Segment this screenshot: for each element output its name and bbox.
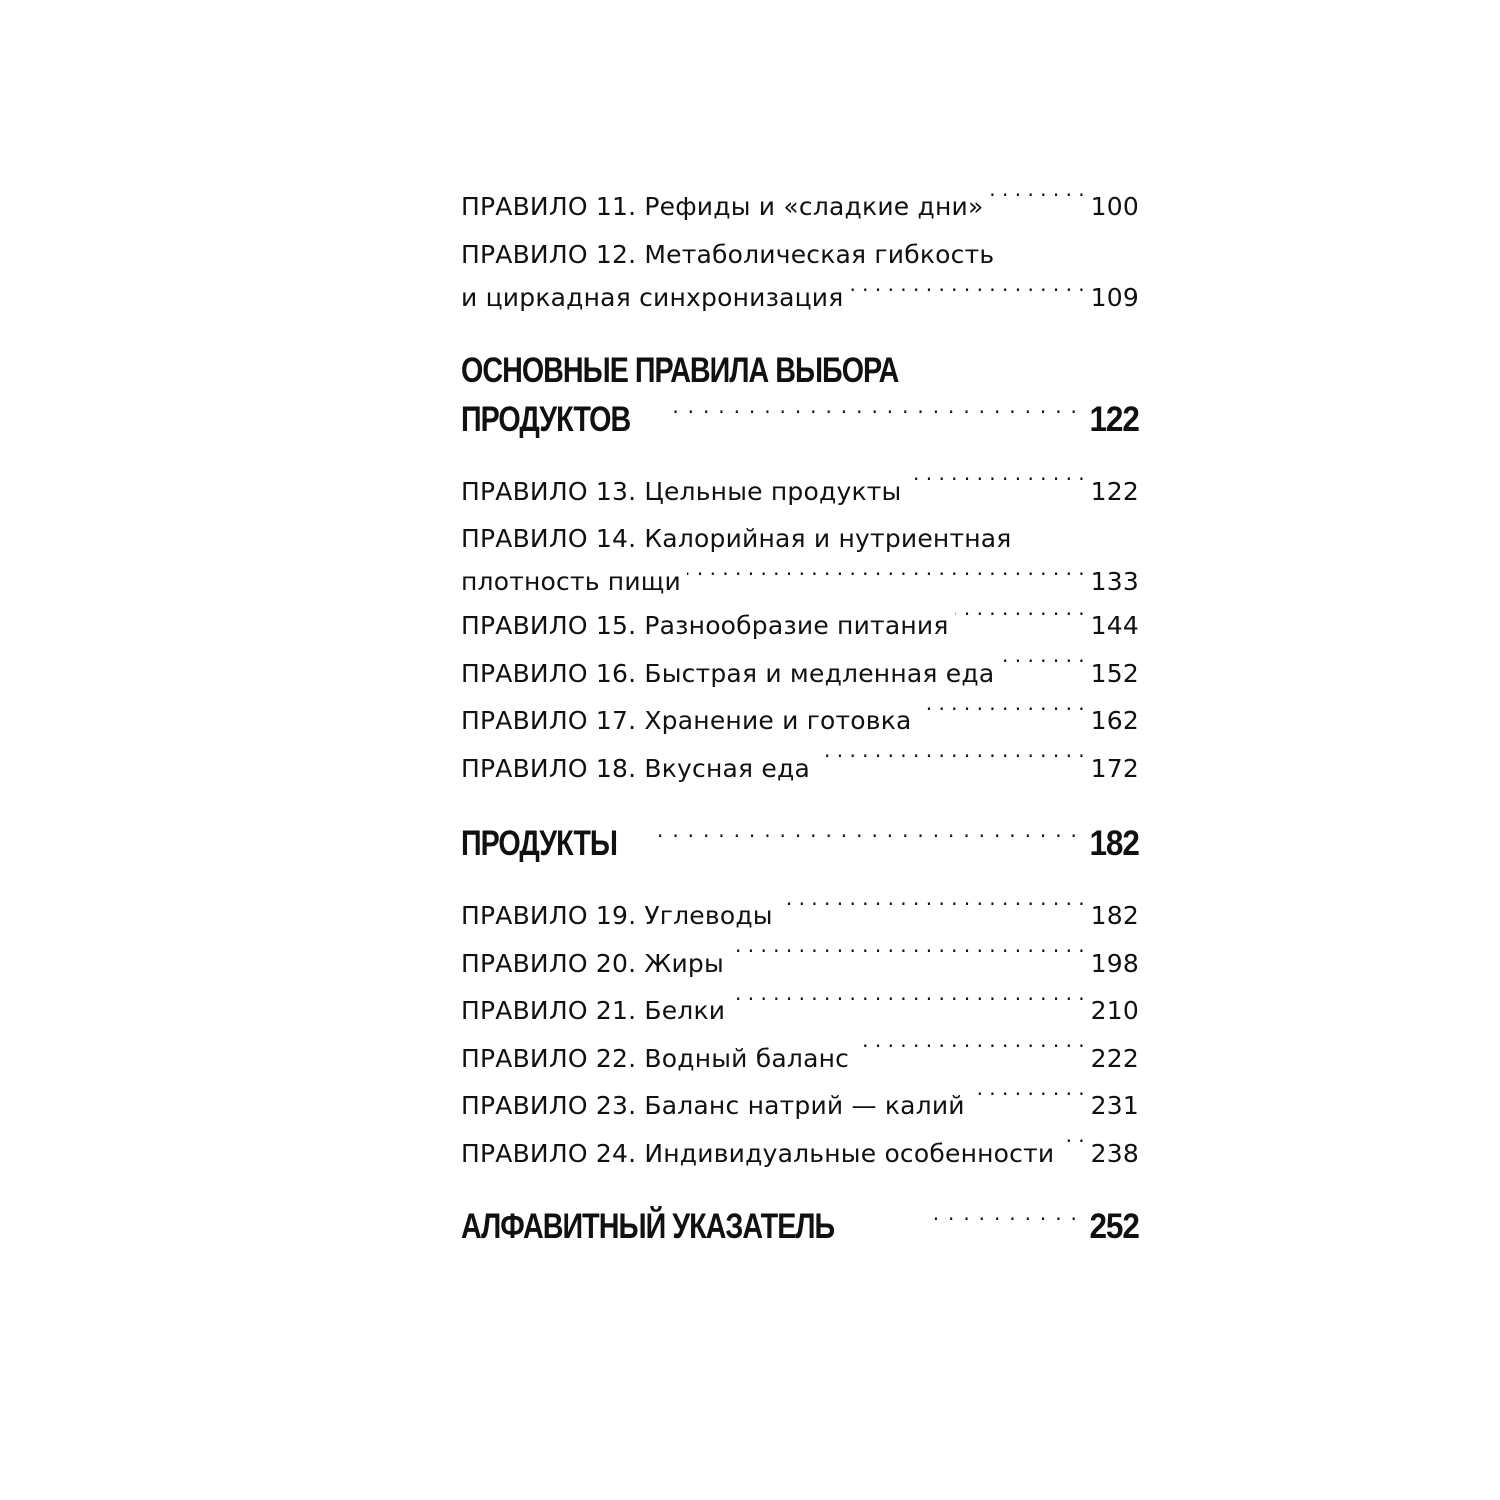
toc-entry-title: ПРАВИЛО 15. Разнообразие питания (461, 611, 949, 640)
dot-leader (657, 820, 1078, 855)
section-page-number: 252 (1089, 1207, 1139, 1246)
toc-entry-title-line2: и циркадная синхронизация (461, 282, 844, 312)
toc-page-number: 122 (1090, 476, 1139, 506)
toc-page-number: 210 (1090, 996, 1139, 1025)
toc-entry-title: ПРАВИЛО 18. Вкусная еда (461, 753, 810, 783)
toc-page-number: 144 (1090, 611, 1139, 640)
dot-leader (850, 281, 1085, 306)
toc-entry-rule-13[interactable] (461, 468, 1139, 516)
dot-leader (779, 899, 1085, 924)
toc-section-products[interactable] (461, 820, 1139, 866)
dot-leader (730, 947, 1085, 972)
toc-entry-title: ПРАВИЛО 11. Рефиды и «сладкие дни» (461, 192, 984, 221)
toc-section-index[interactable] (461, 1203, 1139, 1249)
toc-entry-rule-24[interactable] (461, 1130, 1139, 1178)
toc-page-number: 133 (1090, 567, 1139, 596)
toc-entry-title: ПРАВИЛО 16. Быстрая и медленная еда (461, 658, 995, 688)
dot-leader (673, 396, 1078, 431)
toc-page-number: 231 (1090, 1091, 1139, 1120)
toc-page-number: 162 (1090, 706, 1139, 735)
toc-page-number: 152 (1090, 658, 1139, 688)
toc-entry-title-line1: ПРАВИЛО 12. Метаболическая гибкость (461, 239, 995, 269)
toc-section-product-rules[interactable] (461, 346, 1139, 442)
section-page-number: 182 (1089, 824, 1139, 863)
toc-entry-line2 (461, 562, 1139, 602)
toc-page-number: 222 (1090, 1043, 1139, 1073)
toc-entry-title: ПРАВИЛО 17. Хранение и готовка (461, 706, 912, 735)
toc-entry-rule-23[interactable] (461, 1082, 1139, 1130)
toc-entry-rule-11[interactable] (461, 183, 1139, 231)
spacer (461, 318, 1139, 346)
dot-leader (922, 1203, 1078, 1238)
toc-entry-title: ПРАВИЛО 21. Белки (461, 996, 726, 1025)
section-page-number: 122 (1089, 399, 1139, 439)
section-title-line1 (461, 346, 1139, 396)
spacer (461, 1177, 1139, 1203)
toc-entry-rule-14[interactable] (461, 515, 1139, 602)
spacer (461, 866, 1139, 892)
toc-entry-rule-22[interactable] (461, 1035, 1139, 1083)
section-title-line (461, 820, 1139, 866)
toc-page-number: 100 (1090, 192, 1139, 221)
toc-entry-title: ПРАВИЛО 13. Цельные продукты (461, 476, 902, 506)
dot-leader (1000, 657, 1084, 682)
toc-page-number: 172 (1090, 753, 1139, 783)
dot-leader (731, 994, 1084, 1019)
toc-page-number: 182 (1090, 901, 1139, 930)
toc-entry-title-line2: плотность пищи (461, 567, 681, 596)
toc-entry-rule-12[interactable] (461, 231, 1139, 318)
dot-leader (989, 190, 1084, 215)
toc-page-number: 198 (1090, 948, 1139, 978)
section-title-text: ПРОДУКТЫ (461, 824, 617, 863)
toc-entry-title-line1: ПРАВИЛО 14. Калорийная и нутриентная (461, 524, 1012, 553)
section-title-text: ПРОДУКТОВ (461, 399, 631, 439)
dot-leader (816, 752, 1085, 777)
toc-entry-rule-19[interactable] (461, 892, 1139, 940)
toc-entry-title: ПРАВИЛО 20. Жиры (461, 948, 724, 978)
section-title-text: АЛФАВИТНЫЙ УКАЗАТЕЛЬ (461, 1207, 835, 1246)
section-title-line1-text: ОСНОВНЫЕ ПРАВИЛА ВЫБОРА (461, 350, 899, 390)
toc-entry-rule-16[interactable] (461, 650, 1139, 698)
spacer (461, 442, 1139, 468)
toc-entry-title: ПРАВИЛО 24. Индивидуальные особенности (461, 1138, 1055, 1168)
spacer (461, 792, 1139, 820)
dot-leader (907, 475, 1084, 500)
toc-entry-title: ПРАВИЛО 19. Углеводы (461, 901, 773, 930)
table-of-contents (461, 183, 1139, 1249)
section-title-line2 (461, 396, 1139, 442)
toc-page-number: 238 (1090, 1138, 1139, 1168)
dot-leader (955, 609, 1085, 634)
toc-entry-title: ПРАВИЛО 22. Водный баланс (461, 1043, 850, 1073)
toc-page-number: 109 (1090, 282, 1139, 312)
toc-entry-title: ПРАВИЛО 23. Баланс натрий — калий (461, 1091, 965, 1120)
toc-entry-rule-21[interactable] (461, 987, 1139, 1035)
dot-leader (971, 1089, 1085, 1114)
dot-leader (687, 565, 1085, 590)
toc-entry-rule-18[interactable] (461, 745, 1139, 793)
dot-leader (855, 1042, 1085, 1067)
dot-leader (1060, 1137, 1084, 1162)
toc-entry-rule-15[interactable] (461, 602, 1139, 650)
toc-entry-rule-20[interactable] (461, 940, 1139, 988)
dot-leader (918, 704, 1085, 729)
toc-entry-rule-17[interactable] (461, 697, 1139, 745)
section-title-line (461, 1203, 1139, 1249)
toc-entry-line2 (461, 278, 1139, 318)
